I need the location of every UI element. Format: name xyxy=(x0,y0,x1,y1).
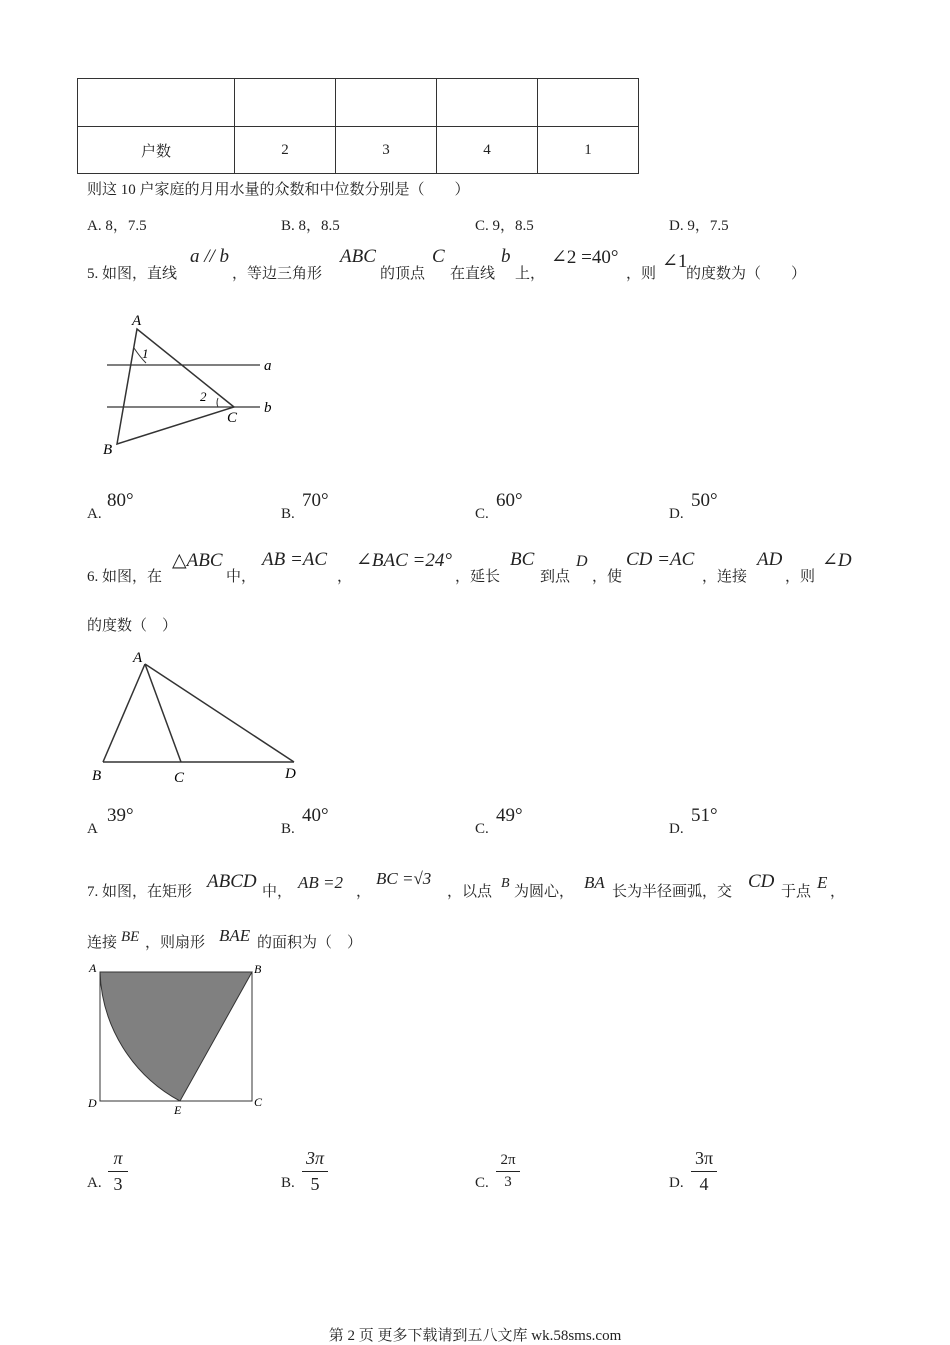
table-cell: 2 xyxy=(235,127,336,174)
q6-option-d-letter: D. xyxy=(669,821,684,837)
fraction-bar xyxy=(496,1171,520,1172)
q6-expr-d: D xyxy=(576,553,588,570)
fig-label: 2 xyxy=(200,389,207,404)
q7-expr-b: B xyxy=(501,876,510,891)
q5-text: 上， xyxy=(515,266,546,282)
q6-expr-ab-ac: AB =AC xyxy=(262,549,328,570)
q5-option-b-letter: B. xyxy=(281,506,295,522)
q6-expr-bc: BC xyxy=(510,549,535,570)
q7-expr-e: E xyxy=(817,873,828,892)
water-usage-table xyxy=(77,78,639,174)
q5-expr-parallel: a // b xyxy=(190,246,230,267)
q5-expr-angle2: ∠2 =40° xyxy=(551,247,619,268)
q7-stem-line2: ，则扇形 xyxy=(145,935,206,951)
q7-option-c-fraction xyxy=(496,1152,520,1191)
q6-text: ， xyxy=(337,569,353,585)
q5-expr-abc: ABC xyxy=(340,246,376,267)
q5-figure xyxy=(100,308,280,458)
fraction-denominator: 3 xyxy=(113,1174,123,1194)
q4-option-d: D. 9，7.5 xyxy=(669,218,729,234)
fig-label: B xyxy=(103,442,113,458)
fig-label: C xyxy=(254,1095,263,1109)
fraction-numerator: 2π xyxy=(500,1152,516,1168)
q7-text: 于点 xyxy=(781,884,812,900)
fraction-bar xyxy=(108,1171,128,1172)
q5-option-a-value: 80° xyxy=(107,490,134,511)
table-row-label: 户数 xyxy=(78,127,235,174)
fraction-bar xyxy=(302,1171,328,1172)
q7-option-b-letter: B. xyxy=(281,1175,295,1191)
q5-option-d-letter: D. xyxy=(669,506,684,522)
q7-text: 中， xyxy=(262,884,293,900)
table-header-cell xyxy=(235,79,336,127)
q6-expr-bac: ∠BAC =24° xyxy=(356,550,452,571)
q7-option-c-letter: C. xyxy=(475,1175,489,1191)
fraction-numerator: 3π xyxy=(305,1148,325,1168)
fraction-numerator: 3π xyxy=(694,1148,714,1168)
page-footer: 第 2 页 更多下载请到五八文库 wk.58sms.com xyxy=(328,1328,622,1344)
q5-expr-c: C xyxy=(432,246,445,267)
q7-option-a-letter: A. xyxy=(87,1175,102,1191)
q6-text: 中， xyxy=(226,569,257,585)
q5-text: ，则 xyxy=(626,266,657,282)
fraction-numerator: π xyxy=(113,1148,123,1168)
q6-expr-triangle: △ABC xyxy=(172,550,223,571)
q7-option-d-letter: D. xyxy=(669,1175,684,1191)
q7-text: ， xyxy=(830,884,846,900)
fraction-denominator: 3 xyxy=(504,1174,512,1190)
fig-label: C xyxy=(227,410,238,426)
fig-label: A xyxy=(132,313,142,329)
q6-option-b-letter: B. xyxy=(281,821,295,837)
q5-text: 的顶点 xyxy=(380,266,426,282)
q5-text: 的度数为（ ） xyxy=(686,266,807,282)
q7-expr-abcd: ABCD xyxy=(207,871,257,892)
q6-option-c-letter: C. xyxy=(475,821,489,837)
fig-label: B xyxy=(92,768,102,784)
q6-text: 到点 xyxy=(540,569,571,585)
fig-label: C xyxy=(174,770,185,786)
q5-number: 5. 如图，直线 xyxy=(87,266,178,282)
q6-number: 6. 如图，在 xyxy=(87,569,163,585)
q5-option-b-value: 70° xyxy=(302,490,329,511)
q6-text: ，连接 xyxy=(702,569,748,585)
q6-expr-ad: AD xyxy=(757,549,783,570)
q7-expr-ba: BA xyxy=(584,873,605,892)
q6-option-a-letter: A xyxy=(87,821,98,837)
q7-number: 7. 如图，在矩形 xyxy=(87,884,193,900)
q6-option-a-value: 39° xyxy=(107,805,134,826)
q4-option-b: B. 8，8.5 xyxy=(281,218,340,234)
q7-stem-line2: 的面积为（ ） xyxy=(257,935,363,951)
q6-option-b-value: 40° xyxy=(302,805,329,826)
table-header-cell xyxy=(437,79,538,127)
q4-option-c: C. 9，8.5 xyxy=(475,218,534,234)
q7-option-d-fraction xyxy=(691,1148,717,1195)
q5-text: ，等边三角形 xyxy=(232,266,323,282)
q6-figure xyxy=(88,646,308,788)
table-header-cell xyxy=(78,79,235,127)
q6-option-d-value: 51° xyxy=(691,805,718,826)
table-cell: 1 xyxy=(538,127,639,174)
q6-expr-cd-ac: CD =AC xyxy=(626,549,695,570)
fraction-bar xyxy=(691,1171,717,1172)
fig-label: b xyxy=(264,400,272,416)
q7-text: ，以点 xyxy=(447,884,493,900)
q7-expr-ab2: AB =2 xyxy=(298,873,343,892)
fraction-denominator: 4 xyxy=(699,1174,709,1194)
q5-option-d-value: 50° xyxy=(691,490,718,511)
fig-label: A xyxy=(89,961,97,975)
q7-text: 长为半径画弧，交 xyxy=(612,884,733,900)
q4-option-a: A. 8，7.5 xyxy=(87,218,147,234)
fig-label: A xyxy=(133,650,143,666)
q5-option-c-letter: C. xyxy=(475,506,489,522)
fig-label: a xyxy=(264,358,272,374)
q7-expr-cd: CD xyxy=(748,871,775,892)
q4-stem: 则这 10 户家庭的月用水量的众数和中位数分别是（ ） xyxy=(87,182,470,198)
table-cell: 4 xyxy=(437,127,538,174)
q6-text: ，使 xyxy=(592,569,623,585)
q7-expr-be: BE xyxy=(121,929,140,945)
q6-text: ，则 xyxy=(785,569,816,585)
q7-option-a-fraction xyxy=(108,1148,128,1195)
q5-expr-b: b xyxy=(501,246,511,267)
q6-expr-angle-d: ∠D xyxy=(822,550,852,571)
q7-text: ， xyxy=(356,884,372,900)
q5-expr-angle1: ∠1 xyxy=(662,251,688,272)
q5-option-a-letter: A. xyxy=(87,506,102,522)
fig-label: 1 xyxy=(142,346,149,361)
q6-stem-line2: 的度数（ ） xyxy=(87,618,178,634)
table-header-cell xyxy=(336,79,437,127)
table-header-cell xyxy=(538,79,639,127)
q5-text: 在直线 xyxy=(450,266,496,282)
fig-label: D xyxy=(285,766,296,782)
q6-text: ，延长 xyxy=(455,569,501,585)
q7-figure xyxy=(84,960,274,1118)
q7-expr-bae: BAE xyxy=(219,926,251,945)
q7-option-b-fraction xyxy=(302,1148,328,1195)
q6-option-c-value: 49° xyxy=(496,805,523,826)
q7-expr-bc: BC =√3 xyxy=(376,869,432,888)
fig-label: B xyxy=(254,962,262,976)
table-cell: 3 xyxy=(336,127,437,174)
fig-label: E xyxy=(174,1103,182,1117)
q5-option-c-value: 60° xyxy=(496,490,523,511)
fraction-denominator: 5 xyxy=(310,1174,320,1194)
fig-label: D xyxy=(88,1096,97,1110)
q7-text: 为圆心， xyxy=(514,884,575,900)
q7-stem-line2: 连接 xyxy=(87,935,118,951)
